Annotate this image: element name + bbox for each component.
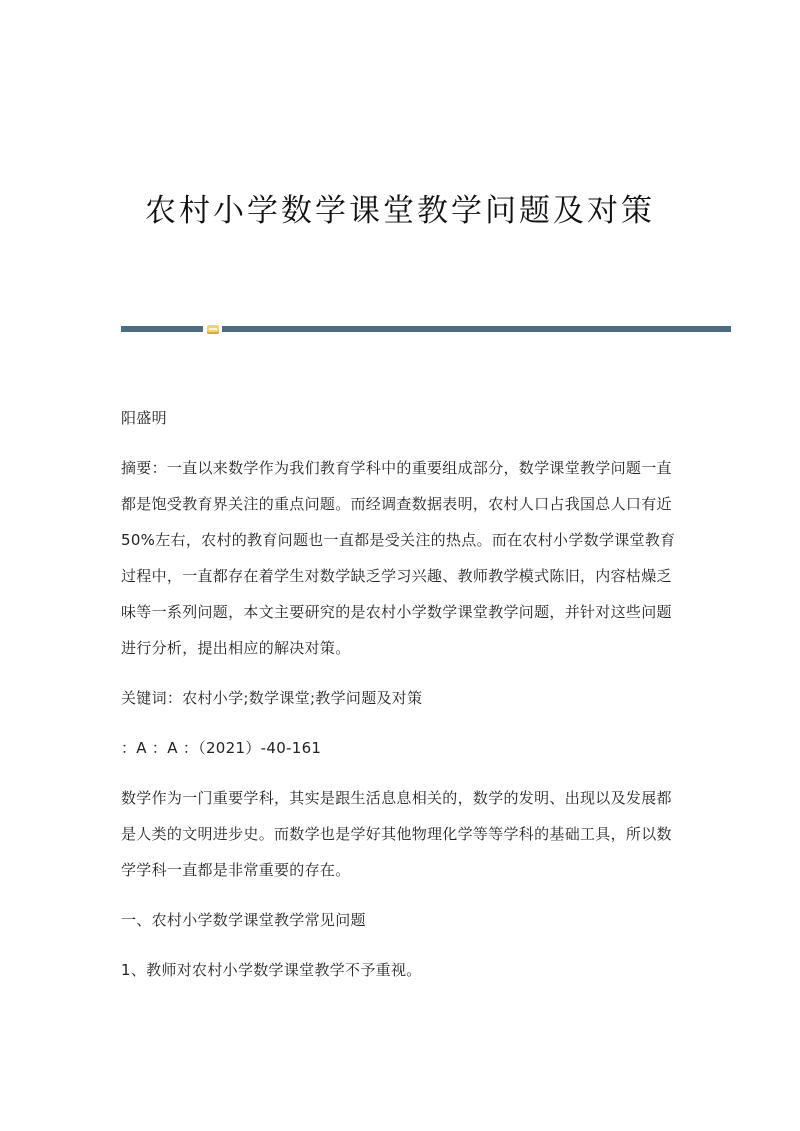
divider-bar-left: [121, 326, 203, 332]
pencil-icon: [207, 325, 219, 334]
title-divider: [121, 325, 731, 334]
author-name: 阳盛明: [121, 409, 167, 427]
subsection-heading: 1、教师对农村小学数学课堂教学不予重视。: [121, 961, 422, 979]
section-heading: 一、农村小学数学课堂教学常见问题: [121, 911, 366, 929]
divider-bar-right: [222, 326, 731, 332]
intro-paragraph: 数学作为一门重要学科，其实是跟生活息息相关的，数学的发明、出现以及发展都是人类的文明进步史。而数学也是学好其他物理化学等等学科的基础工具，所以数学学科一直都是非常重要的存在。: [121, 789, 672, 879]
classification-line: ：A ：A ：（2021）-40-161: [121, 739, 322, 757]
abstract-paragraph: 摘要：一直以来数学作为我们教育学科中的重要组成部分，数学课堂教学问题一直都是饱受教育界关注的重点问题。而经调查数据表明，农村人口占我国总人口有近50%左右，农村的教育问题也一直都是受关注的热点。而在农村小学数学课堂教育过程中，一直都存在着学生对数学缺乏学习兴趣、教师教学模式陈旧，内容枯燥乏味等一系列问题，本文主要研究的是农村小学数学课堂教学问题，并针对这些问题进行分析，提出相应的解决对策。: [121, 459, 676, 657]
page-title: 农村小学数学课堂教学问题及对策: [145, 193, 655, 229]
keywords-line: 关键词：农村小学;数学课堂;教学问题及对策: [121, 689, 423, 707]
document-body: [121, 400, 681, 988]
